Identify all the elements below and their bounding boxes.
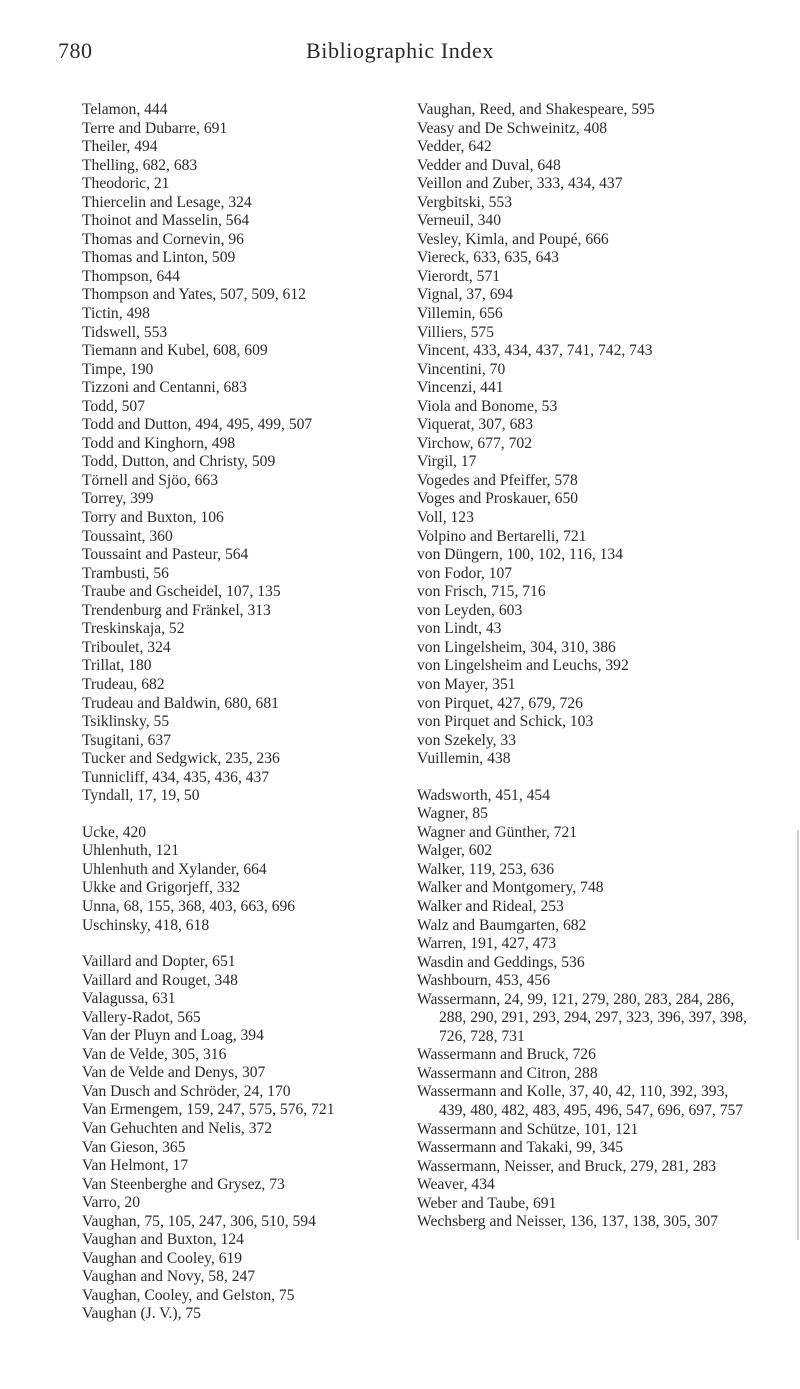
page-number: 780 <box>58 38 93 63</box>
index-entry: Warren, 191, 427, 473 <box>417 935 557 953</box>
index-entry: Todd, Dutton, and Christy, 509 <box>82 453 276 471</box>
index-entry: Villiers, 575 <box>417 323 495 341</box>
index-entry: Todd and Dutton, 494, 495, 499, 507 <box>82 416 313 434</box>
index-entry: Wassermann and Takaki, 99, 345 <box>417 1139 624 1157</box>
index-entry: Thoinot and Masselin, 564 <box>82 212 250 230</box>
index-entry: Wassermann, 24, 99, 121, 279, 280, 283, 284, 286, 288, 290, 291, 293, 294, 297, 323, 396, 397, 398, 726, 728, 731 <box>417 990 751 1045</box>
index-entry: Vaillard and Dopter, 651 <box>82 953 236 971</box>
index-entry: Vergbitski, 553 <box>417 193 513 211</box>
index-entry: Valagussa, 631 <box>82 990 176 1008</box>
index-entry: Tictin, 498 <box>82 305 150 323</box>
index-entry: Verneuil, 340 <box>417 212 502 230</box>
index-entry: von Mayer, 351 <box>417 675 516 693</box>
index-entry: Wagner, 85 <box>417 805 488 823</box>
page-header <box>58 38 742 78</box>
index-entry: Varro, 20 <box>82 1194 141 1212</box>
index-entry: Van Gehuchten and Nelis, 372 <box>82 1119 273 1137</box>
index-entry: Trendenburg and Fränkel, 313 <box>82 601 271 619</box>
index-entry: Todd and Kinghorn, 498 <box>82 434 236 452</box>
index-entry: Washbourn, 453, 456 <box>417 972 551 990</box>
index-entry: Tyndall, 17, 19, 50 <box>82 787 200 805</box>
index-entry: Vaughan and Buxton, 124 <box>82 1231 244 1249</box>
index-entry: Tiemann and Kubel, 608, 609 <box>82 342 268 360</box>
index-entry: Walker and Rideal, 253 <box>417 897 564 915</box>
index-entry: Van der Pluyn and Loag, 394 <box>82 1027 264 1045</box>
index-entry: von Lingelsheim and Leuchs, 392 <box>417 657 629 675</box>
index-entry: Wassermann and Kolle, 37, 40, 42, 110, 392, 393, 439, 480, 482, 483, 495, 496, 547, 696, 697, 757 <box>417 1083 744 1119</box>
section-gap <box>417 769 757 787</box>
index-entry: Van Ermengem, 159, 247, 575, 576, 721 <box>82 1101 335 1119</box>
index-entry: Vuillemin, 438 <box>417 750 511 768</box>
index-entry: Traube and Gscheidel, 107, 135 <box>82 583 281 601</box>
index-entry: Trambusti, 56 <box>82 564 169 582</box>
index-entry: Toussaint and Pasteur, 564 <box>82 546 249 564</box>
index-entry: Torrey, 399 <box>82 490 154 508</box>
index-entry: von Pirquet and Schick, 103 <box>417 713 594 731</box>
index-entry: Weaver, 434 <box>417 1176 495 1194</box>
index-entry: Weber and Taube, 691 <box>417 1194 557 1212</box>
index-entry: Wassermann and Citron, 288 <box>417 1064 598 1082</box>
index-entry: Vogedes and Pfeiffer, 578 <box>417 471 578 489</box>
index-entry: von Pirquet, 427, 679, 726 <box>417 694 583 712</box>
index-entry: Thiercelin and Lesage, 324 <box>82 193 252 211</box>
index-entry: Todd, 507 <box>82 397 146 415</box>
index-entry: Ukke and Grigorjeff, 332 <box>82 879 241 897</box>
index-entry: Uhlenhuth and Xylander, 664 <box>82 860 267 878</box>
index-entry: Tucker and Sedgwick, 235, 236 <box>82 750 280 768</box>
index-entry: Uhlenhuth, 121 <box>82 842 180 860</box>
index-entry: Walz and Baumgarten, 682 <box>417 916 587 934</box>
index-entry: Trudeau, 682 <box>82 675 165 693</box>
index-entry: Veillon and Zuber, 333, 434, 437 <box>417 175 623 193</box>
index-entry: Terre and Dubarre, 691 <box>82 119 228 137</box>
index-entry: Van Gieson, 365 <box>82 1138 186 1156</box>
index-entry: Vincentini, 70 <box>417 360 506 378</box>
index-entry: Vaughan, Cooley, and Gelston, 75 <box>82 1286 295 1304</box>
index-entry: Vaughan (J. V.), 75 <box>82 1305 201 1323</box>
index-entry: Voll, 123 <box>417 509 474 527</box>
index-entry: Wechsberg and Neisser, 136, 137, 138, 305, 307 <box>417 1213 718 1231</box>
index-column-left <box>82 101 397 1324</box>
index-entry: Vaughan and Cooley, 619 <box>82 1249 243 1267</box>
index-entry: Theiler, 494 <box>82 138 158 156</box>
index-entry: Telamon, 444 <box>82 101 168 118</box>
index-entry: Vincent, 433, 434, 437, 741, 742, 743 <box>417 342 653 360</box>
index-entry: Walker, 119, 253, 636 <box>417 860 554 878</box>
index-entry: Vaughan and Novy, 58, 247 <box>82 1268 256 1286</box>
index-entry: Van Helmont, 17 <box>82 1157 189 1175</box>
index-entry: Törnell and Sjöo, 663 <box>82 471 218 489</box>
index-entry: Torry and Buxton, 106 <box>82 509 224 527</box>
index-entry: Vincenzi, 441 <box>417 379 504 397</box>
index-entry: von Düngern, 100, 102, 116, 134 <box>417 546 624 564</box>
page-edge-shadow <box>797 830 799 1240</box>
index-entry: Tidswell, 553 <box>82 323 168 341</box>
index-entry: Tsiklinsky, 55 <box>82 713 170 731</box>
index-entry: von Lingelsheim, 304, 310, 386 <box>417 638 616 656</box>
index-entry: Wassermann, Neisser, and Bruck, 279, 281, 283 <box>417 1157 717 1175</box>
index-entry: Van de Velde and Denys, 307 <box>82 1064 266 1082</box>
index-entry: Uschinsky, 418, 618 <box>82 916 210 934</box>
index-entry: Wagner and Günther, 721 <box>417 823 578 841</box>
index-entry: Viquerat, 307, 683 <box>417 416 533 434</box>
index-entry: Tunnicliff, 434, 435, 436, 437 <box>82 768 270 786</box>
index-entry: Ucke, 420 <box>82 823 147 841</box>
index-column-right <box>417 101 757 1232</box>
index-entry: Vallery-Radot, 565 <box>82 1008 201 1026</box>
index-entry: Trillat, 180 <box>82 657 152 675</box>
index-entry: Timpe, 190 <box>82 360 154 378</box>
index-entry: Virchow, 677, 702 <box>417 434 532 452</box>
index-entry: Vesley, Kimla, and Poupé, 666 <box>417 230 609 248</box>
index-entry: Volpino and Bertarelli, 721 <box>417 527 587 545</box>
index-entry: Villemin, 656 <box>417 305 503 323</box>
index-entry: Toussaint, 360 <box>82 527 173 545</box>
index-entry: Walger, 602 <box>417 842 493 860</box>
index-entry: Wassermann and Schütze, 101, 121 <box>417 1120 639 1138</box>
index-entry: Vedder, 642 <box>417 138 492 156</box>
index-entry: Triboulet, 324 <box>82 638 171 656</box>
section-gap <box>82 806 397 824</box>
index-entry: Unna, 68, 155, 368, 403, 663, 696 <box>82 897 296 915</box>
index-entry: Van de Velde, 305, 316 <box>82 1045 227 1063</box>
index-entry: Thelling, 682, 683 <box>82 156 198 174</box>
index-entry: von Leyden, 603 <box>417 601 523 619</box>
index-entry: Wadsworth, 451, 454 <box>417 786 551 804</box>
section-gap <box>82 935 397 953</box>
index-entry: Vaughan, 75, 105, 247, 306, 510, 594 <box>82 1212 316 1230</box>
index-entry: Thomas and Cornevin, 96 <box>82 230 244 248</box>
index-entry: Treskinskaja, 52 <box>82 620 185 638</box>
index-entry: Theodoric, 21 <box>82 175 170 193</box>
index-entry: Van Steenberghe and Grysez, 73 <box>82 1175 285 1193</box>
index-entry: Veasy and De Schweinitz, 408 <box>417 119 608 137</box>
index-entry: Voges and Proskauer, 650 <box>417 490 579 508</box>
index-entry: Van Dusch and Schröder, 24, 170 <box>82 1082 291 1100</box>
index-entry: Vaillard and Rouget, 348 <box>82 971 238 989</box>
index-entry: Tsugitani, 637 <box>82 731 172 749</box>
index-entry: Thomas and Linton, 509 <box>82 249 236 267</box>
index-entry: Wassermann and Bruck, 726 <box>417 1046 596 1064</box>
index-entry: Tizzoni and Centanni, 683 <box>82 379 247 397</box>
index-entry: Viola and Bonome, 53 <box>417 397 558 415</box>
index-entry: Vignal, 37, 694 <box>417 286 514 304</box>
running-head-title: Bibliographic Index <box>306 38 494 63</box>
index-entry: Wasdin and Geddings, 536 <box>417 953 585 971</box>
index-entry: von Szekely, 33 <box>417 731 517 749</box>
index-entry: Viereck, 633, 635, 643 <box>417 249 559 267</box>
index-entry: Vaughan, Reed, and Shakespeare, 595 <box>417 101 655 118</box>
index-entry: Vierordt, 571 <box>417 267 501 285</box>
index-entry: Thompson, 644 <box>82 267 180 285</box>
index-entry: Trudeau and Baldwin, 680, 681 <box>82 694 279 712</box>
index-entry: von Fodor, 107 <box>417 564 513 582</box>
index-entry: Thompson and Yates, 507, 509, 612 <box>82 286 306 304</box>
index-entry: von Frisch, 715, 716 <box>417 583 546 601</box>
index-entry: Walker and Montgomery, 748 <box>417 879 604 897</box>
index-entry: von Lindt, 43 <box>417 620 502 638</box>
index-entry: Virgil, 17 <box>417 453 477 471</box>
index-entry: Vedder and Duval, 648 <box>417 156 561 174</box>
